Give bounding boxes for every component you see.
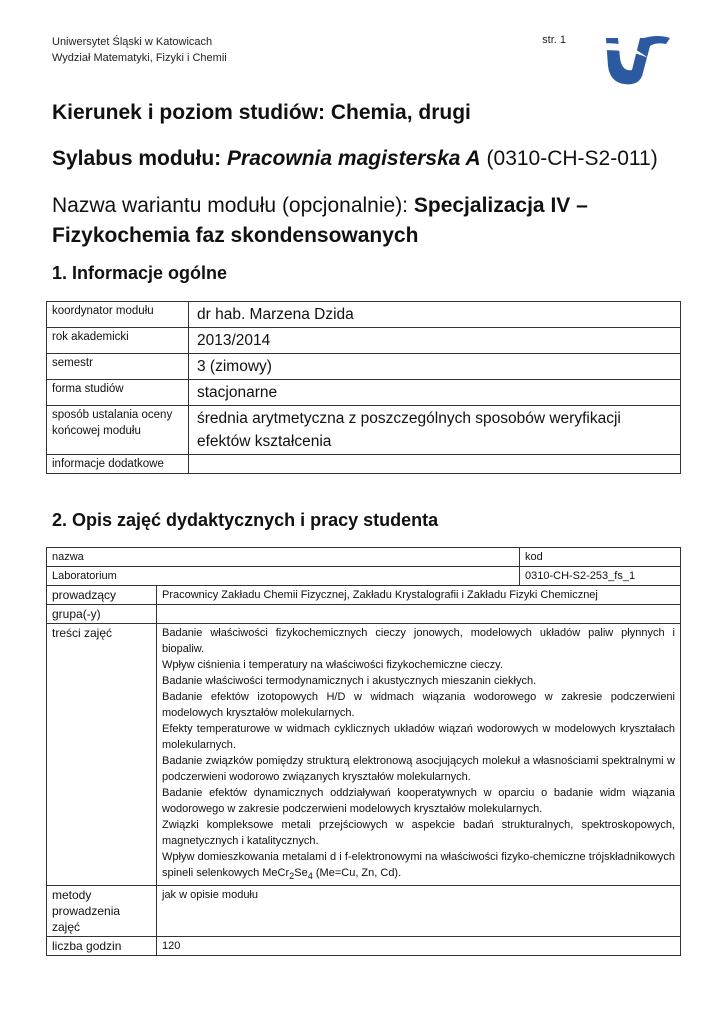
table-row (47, 406, 681, 455)
col-header-code: kod (520, 548, 681, 567)
section-2-heading: 2. Opis zajęć dydaktycznych i pracy studenta (52, 510, 439, 530)
table-row (47, 328, 681, 354)
row-value: stacjonarne (189, 380, 681, 406)
variant-title (52, 191, 672, 251)
module-code: (0310-CH-S2-011) (480, 147, 658, 170)
section-1-heading: 1. Informacje ogólne (52, 263, 228, 283)
row-value: 3 (zimowy) (189, 354, 681, 380)
content-item: Badanie związków pomiędzy strukturą elektronową asocjujących molekuł a własnościami spektralnymi w podczerwieni wodorowo związanych kryształów molekularnych. (162, 755, 675, 783)
university-name: Uniwersytet Śląski w Katowicach (52, 36, 213, 48)
row-value: średnia arytmetyczna z poszczególnych sposobów weryfikacji efektów kształcenia (189, 406, 681, 455)
methods-value: jak w opisie modułu (157, 886, 681, 937)
content-item: Badanie właściwości fizykochemicznych cieczy jonowych, modelowych układów paliw płynnych i biopaliw. (162, 627, 675, 655)
general-info-table (46, 301, 681, 474)
table-row (47, 886, 681, 937)
row-value: dr hab. Marzena Dzida (189, 302, 681, 328)
page-header (52, 34, 684, 74)
row-label: sposób ustalania oceny końcowej modułu (47, 406, 189, 455)
hours-label: liczba godzin (47, 937, 157, 956)
course-code: 0310-CH-S2-253_fs_1 (520, 567, 681, 586)
content-label: treści zajęć (47, 624, 157, 886)
page-number: str. 1 (542, 34, 566, 46)
content-last-prefix: Wpływ domieszkowania metalami d i f-elektronowymi na właściwości fizyko-chemiczne trójskładnikowych spineli selenkowych MeCr (162, 851, 675, 879)
col-header-name: nazwa (47, 548, 520, 567)
instructors-label: prowadzący (47, 586, 157, 605)
subscript: 4 (307, 871, 313, 882)
content-item: Efekty temperaturowe w widmach cyklicznych układów wiązań wodorowych w modelowych kryształach molekularnych. (162, 723, 675, 751)
row-label: koordynator modułu (47, 302, 189, 328)
content-value (157, 624, 681, 886)
table-row (47, 548, 681, 567)
groups-value (157, 605, 681, 624)
methods-label: metody prowadzenia zajęć (47, 886, 157, 937)
row-label: rok akademicki (47, 328, 189, 354)
module-name: Pracownia magisterska A (227, 147, 481, 170)
table-row (47, 380, 681, 406)
content-item: Wpływ ciśnienia i temperatury na właściwości fizykochemiczne cieczy. (162, 659, 503, 671)
variant-prefix: Nazwa wariantu modułu (opcjonalnie): (52, 194, 414, 217)
table-row (47, 302, 681, 328)
syllabus-title (52, 147, 658, 171)
table-row (47, 624, 681, 886)
content-item-last (162, 849, 675, 884)
course-description-table (46, 547, 681, 956)
row-value (189, 455, 681, 474)
content-item: Związki kompleksowe metali przejściowych w aspekcie badań strukturalnych, spektroskopowych, magnetycznych i katalitycznych. (162, 819, 675, 847)
content-item: Badanie efektów dynamicznych oddziaływań kooperatywnych w oparciu o badanie widm wiązania wodorowego w zakresie podczerwieni modelowych kryształów molekularnych. (162, 787, 675, 815)
hours-value: 120 (157, 937, 681, 956)
content-last-suffix: (Me=Cu, Zn, Cd). (312, 867, 402, 879)
table-row (47, 605, 681, 624)
faculty-name: Wydział Matematyki, Fizyki i Chemii (52, 52, 227, 64)
table-row (47, 586, 681, 605)
row-label: informacje dodatkowe (47, 455, 189, 474)
table-row (47, 455, 681, 474)
row-label: semestr (47, 354, 189, 380)
instructors-value: Pracownicy Zakładu Chemii Fizycznej, Zakładu Krystalografii i Zakładu Fizyki Chemicznej (157, 586, 681, 605)
row-label: forma studiów (47, 380, 189, 406)
table-row (47, 354, 681, 380)
table-row (47, 567, 681, 586)
course-name: Laboratorium (47, 567, 520, 586)
variant-name: Specjalizacja IV – Fizykochemia faz skondensowanych (52, 194, 588, 247)
university-logo-icon (596, 30, 674, 88)
row-value: 2013/2014 (189, 328, 681, 354)
groups-label: grupa(-y) (47, 605, 157, 624)
content-item: Badanie właściwości termodynamicznych i akustycznych mieszanin ciekłych. (162, 675, 537, 687)
content-last-mid: Se (294, 867, 308, 879)
table-row (47, 937, 681, 956)
content-item: Badanie efektów izotopowych H/D w widmach wiązania wodorowego w zakresie podczerwieni modelowych kryształów molekularnych. (162, 691, 675, 719)
program-title: Kierunek i poziom studiów: Chemia, drugi (52, 101, 471, 124)
subscript: 2 (289, 871, 295, 882)
syllabus-prefix: Sylabus modułu: (52, 147, 228, 170)
